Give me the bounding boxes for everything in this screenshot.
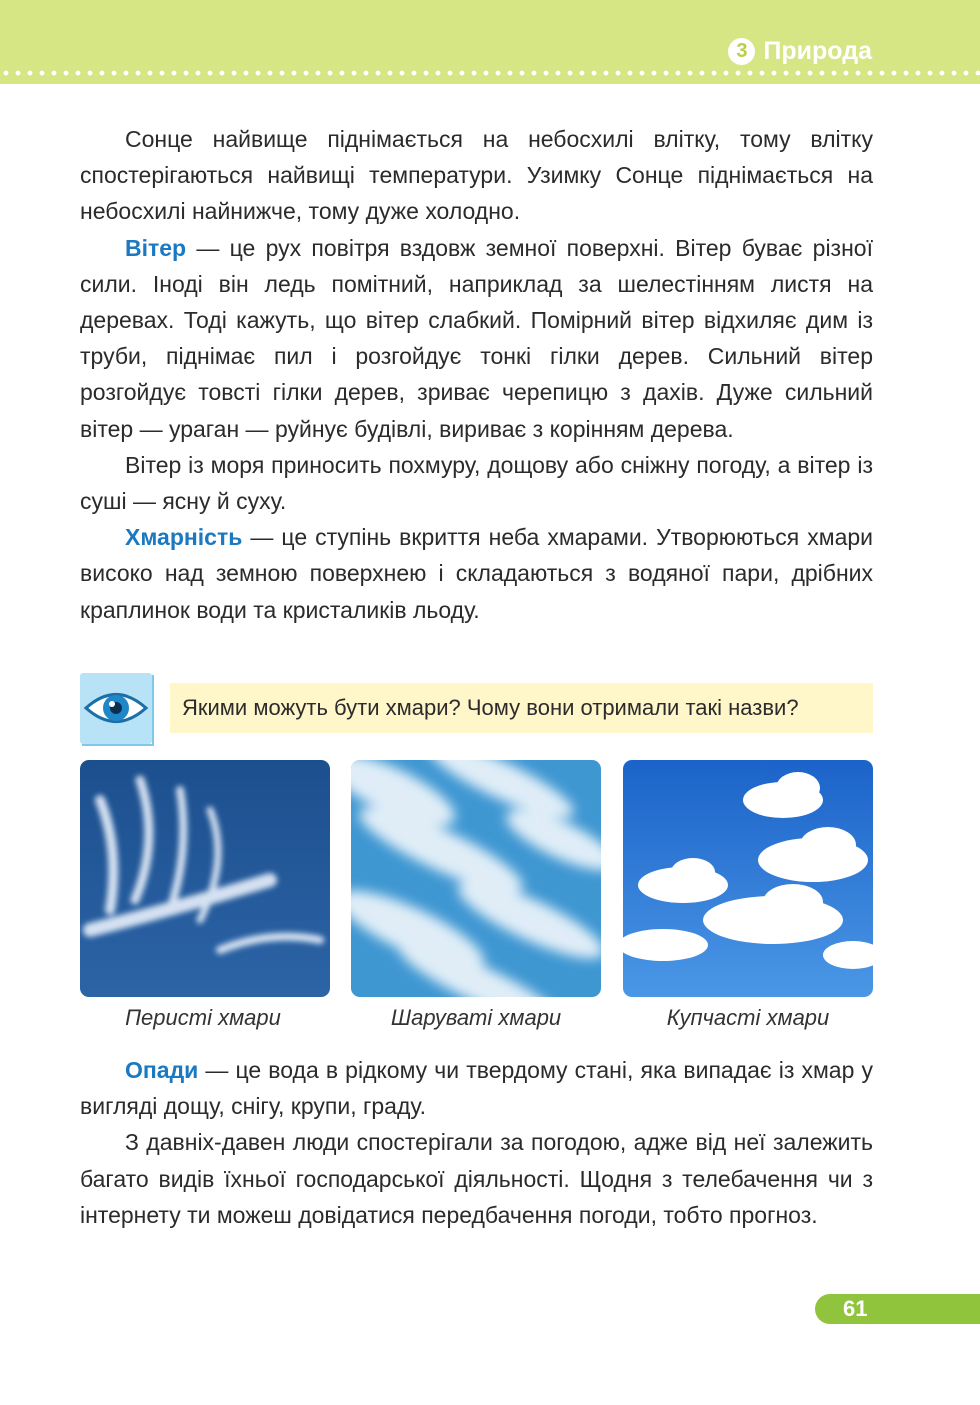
- paragraph-forecast: [80, 1124, 873, 1233]
- paragraph-text: Сонце найвище піднімається на небосхилі влітку, тому влітку спостерігаються найвищі температури. Узимку Сонце піднімається на небосхилі найнижче, тому дуже холодно.: [80, 126, 873, 225]
- chapter-title: Природа: [763, 36, 872, 65]
- observe-badge: [80, 673, 152, 744]
- chapter-label: [728, 36, 872, 66]
- question-box: [170, 683, 873, 733]
- term-cloudiness: Хмарність: [125, 524, 243, 551]
- paragraph-text: Вітер із моря приносить похмуру, дощову або сніжну погоду, а вітер із суші — ясну й суху.: [80, 451, 873, 515]
- cumulus-clouds-photo: [623, 760, 873, 997]
- paragraph-sea-wind: [80, 447, 873, 519]
- photo-caption: Купчасті хмари: [666, 1005, 830, 1030]
- eye-icon: [80, 673, 152, 744]
- header-dotted-line: [0, 70, 980, 76]
- paragraph-text: — це ступінь вкриття неба хмарами. Утворюються хмари високо над земною поверхнею і складаються з водяної пари, дрібних краплинок води та кристаликів льоду.: [80, 524, 873, 623]
- photo-caption: Шаруваті хмари: [390, 1005, 562, 1030]
- cirrus-clouds-photo: [80, 760, 330, 997]
- term-wind: Вітер: [125, 234, 187, 261]
- page-number-tab: [815, 1294, 980, 1324]
- paragraph-text: — це рух повітря вздовж земної поверхні. Вітер буває різної сили. Іноді він ледь помітний, наприклад за шелестінням листя на деревах. Тоді кажуть, що вітер слабкий. Помірний вітер відхиляє дим із труби, піднімає пил і розгойдує тонкі гілки дерев. Сильний вітер розгойдує товсті гілки дерев, зриває черепицю з дахів. Дуже сильний вітер — ураган — руйнує будівлі, вириває з корінням дерева.: [80, 234, 873, 442]
- stratus-clouds-photo: [351, 760, 601, 997]
- question-text: Якими можуть бути хмари? Чому вони отримали такі назви?: [182, 695, 799, 720]
- chapter-header: [0, 0, 980, 84]
- chapter-number-badge: 3: [728, 38, 755, 65]
- paragraph-text: — це вода в рідкому чи твердому стані, яка випадає із хмар у вигляді дощу, снігу, крупи, граду.: [80, 1057, 873, 1120]
- paragraph-text: З давніх-давен люди спостерігали за погодою, адже від неї залежить багато видів їхньої господарської діяльності. Щодня з телебачення чи з інтернету ти можеш довідатися передбачення погоди, тобто прогноз.: [80, 1129, 873, 1228]
- term-precipitation: Опади: [125, 1057, 199, 1083]
- text-block-top: [80, 121, 873, 628]
- paragraph-wind: [80, 230, 873, 447]
- paragraph-sun: [80, 121, 873, 230]
- photo-caption: Перисті хмари: [125, 1005, 281, 1030]
- text-block-bottom: [80, 1052, 873, 1233]
- page-number: 61: [843, 1296, 868, 1321]
- paragraph-precipitation: [80, 1052, 873, 1124]
- paragraph-cloudiness: [80, 519, 873, 628]
